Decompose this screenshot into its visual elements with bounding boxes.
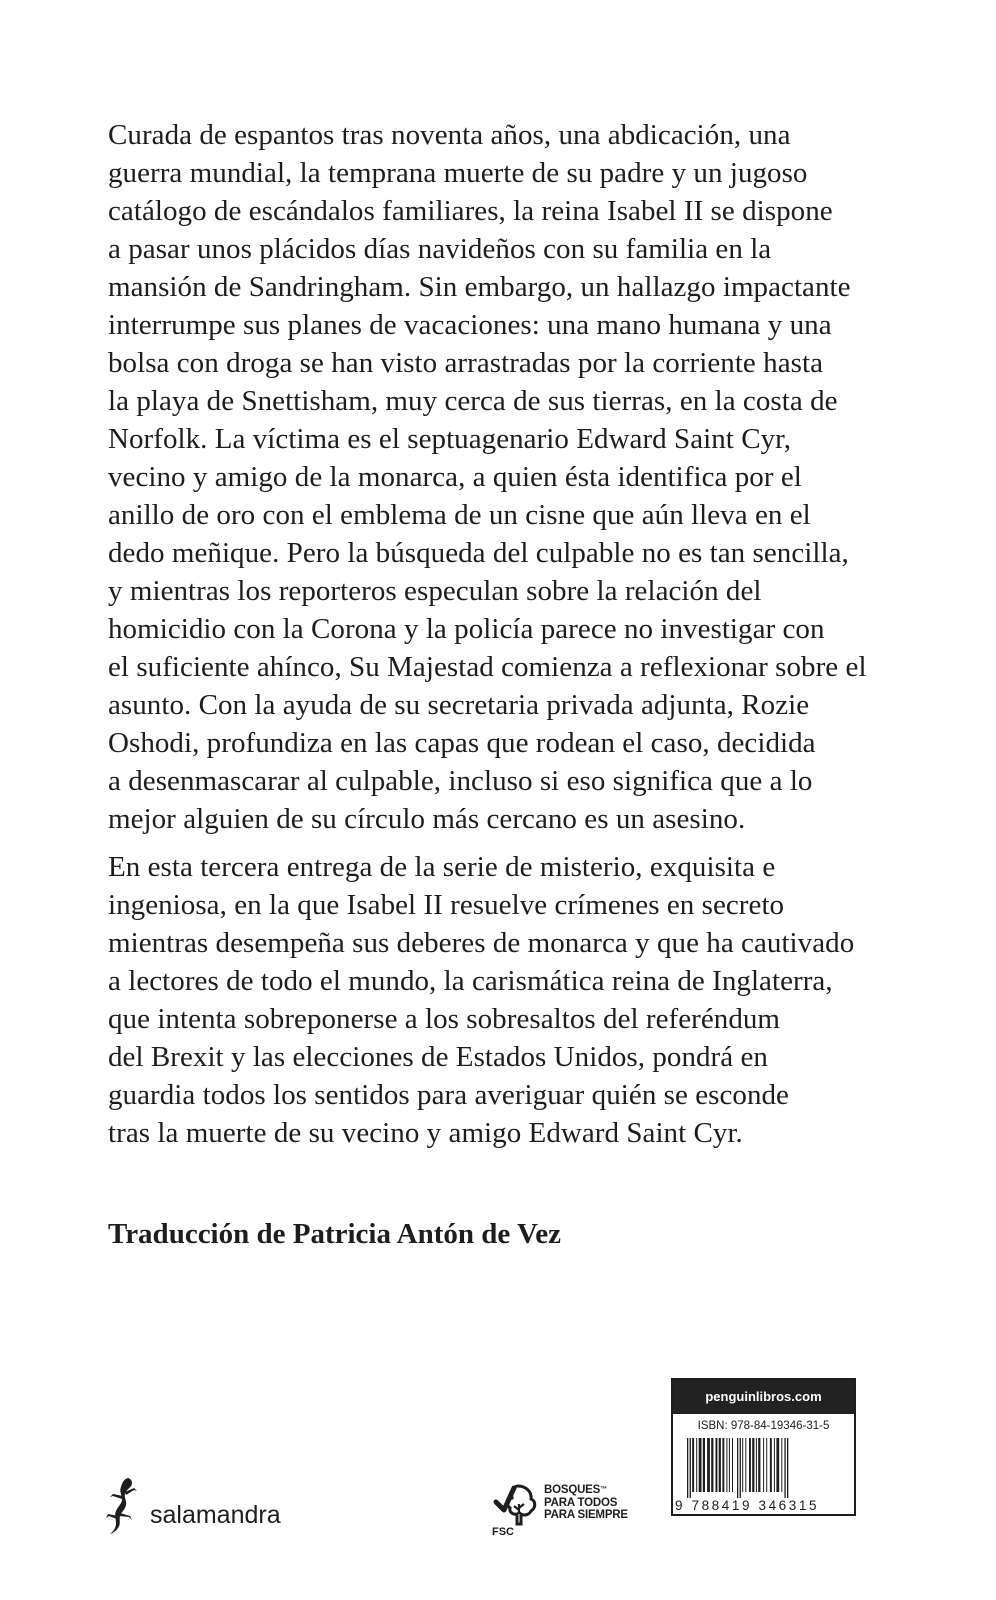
barcode-bar: [690, 1438, 691, 1498]
text-line: catálogo de escándalos familiares, la reina Isabel II se dispone: [108, 195, 833, 227]
barcode-box: [671, 1378, 856, 1516]
text-line: asunto. Con la ayuda de su secretaria privada adjunta, Rozie: [108, 689, 810, 721]
fsc-slogan-line: BOSQUES: [544, 1484, 601, 1496]
text-line: mientras desempeña sus deberes de monarca y que ha cautivado: [108, 927, 855, 959]
text-line: interrumpe sus planes de vacaciones: una mano humana y una: [108, 309, 832, 341]
publisher-name: salamandra: [150, 1500, 281, 1529]
fsc-logo: [492, 1480, 652, 1544]
barcode-bar: [732, 1438, 733, 1492]
text-line: En esta tercera entrega de la serie de misterio, exquisita e: [108, 851, 776, 883]
isbn-text: ISBN: 978-84-19346-31-5: [697, 1420, 830, 1432]
barcode-bar: [703, 1438, 705, 1492]
text-line: bolsa con droga se han visto arrastradas por la corriente hasta: [108, 347, 823, 379]
publisher-logo: [104, 1478, 281, 1538]
barcode-bar: [745, 1438, 746, 1492]
synopsis-paragraph-1: [108, 116, 888, 838]
barcode-bar: [699, 1438, 702, 1492]
barcode-bar: [692, 1438, 694, 1492]
text-line: mansión de Sandringham. Sin embargo, un hallazgo impactante: [108, 271, 851, 303]
trademark-symbol: ™: [600, 1486, 607, 1493]
publisher-website: penguinlibros.com: [673, 1380, 854, 1414]
barcode-bar: [726, 1438, 727, 1492]
translator-credit: Traducción de Patricia Antón de Vez: [108, 1218, 561, 1250]
text-line: homicidio con la Corona y la policía parece no investigar con: [108, 613, 825, 645]
fsc-tree-check-icon: [492, 1480, 538, 1531]
barcode-bar: [737, 1438, 738, 1498]
text-line: Curada de espantos tras noventa años, una abdicación, una: [108, 119, 791, 151]
barcode-icon: [681, 1438, 847, 1498]
barcode-bar: [784, 1438, 785, 1498]
barcode-bar: [740, 1438, 741, 1498]
barcode-bar: [707, 1438, 710, 1492]
barcode-bar: [716, 1438, 718, 1492]
text-line: ingeniosa, en la que Isabel II resuelve crímenes en secreto: [108, 889, 785, 921]
barcode-bar: [781, 1438, 782, 1492]
text-line: Norfolk. La víctima es el septuagenario Edward Saint Cyr,: [108, 423, 791, 455]
barcode-bar: [711, 1438, 713, 1492]
paragraph-spacer: [108, 838, 888, 848]
text-line: guardia todos los sentidos para averiguar quién se esconde: [108, 1079, 789, 1111]
barcode-bar: [787, 1438, 788, 1498]
text-line: del Brexit y las elecciones de Estados Unidos, pondrá en: [108, 1041, 768, 1073]
barcode-bar: [687, 1438, 688, 1498]
fsc-label: FSC: [492, 1526, 514, 1538]
barcode-bar: [696, 1438, 697, 1492]
text-line: anillo de oro con el emblema de un cisne que aún lleva en el: [108, 499, 811, 531]
barcode-bar: [776, 1438, 779, 1492]
barcode-bar: [742, 1438, 743, 1492]
barcode-bar: [749, 1438, 751, 1492]
barcode-bar: [766, 1438, 767, 1492]
text-line: el suficiente ahínco, Su Majestad comienza a reflexionar sobre el: [108, 651, 867, 683]
barcode-digits: 9 788419 346315: [675, 1498, 820, 1513]
barcode-bar: [770, 1438, 772, 1492]
barcode-bar: [729, 1438, 730, 1492]
text-line: mejor alguien de su círculo más cercano es un asesino.: [108, 803, 746, 835]
text-line: que intenta sobreponerse a los sobresaltos del referéndum: [108, 1003, 781, 1035]
text-line: dedo meñique. Pero la búsqueda del culpable no es tan sencilla,: [108, 537, 849, 569]
salamander-icon: [104, 1476, 144, 1541]
text-line: a lectores de todo el mundo, la carismática reina de Inglaterra,: [108, 965, 833, 997]
fsc-slogan-line: PARA SIEMPRE: [544, 1509, 628, 1521]
text-line: Oshodi, profundiza en las capas que rodean el caso, decidida: [108, 727, 816, 759]
barcode-bar: [763, 1438, 764, 1492]
text-line: y mientras los reporteros especulan sobre la relación del: [108, 575, 762, 607]
synopsis: [108, 116, 888, 1152]
barcode-bar: [722, 1438, 724, 1492]
fsc-slogan-line: PARA TODOS: [544, 1496, 618, 1509]
text-line: tras la muerte de su vecino y amigo Edward Saint Cyr.: [108, 1117, 743, 1149]
text-line: guerra mundial, la temprana muerte de su padre y un jugoso: [108, 157, 808, 189]
barcode-bar: [758, 1438, 760, 1492]
text-line: a pasar unos plácidos días navideños con su familia en la: [108, 233, 772, 265]
barcode-bar: [774, 1438, 775, 1492]
fsc-slogan: [544, 1484, 628, 1522]
text-line: la playa de Snettisham, muy cerca de sus tierras, en la costa de: [108, 385, 838, 417]
synopsis-paragraph-2: [108, 848, 888, 1152]
text-line: vecino y amigo de la monarca, a quien ésta identifica por el: [108, 461, 802, 493]
barcode-bar: [756, 1438, 757, 1492]
barcode-bar: [719, 1438, 721, 1492]
barcode-bar: [752, 1438, 754, 1492]
text-line: a desenmascarar al culpable, incluso si eso significa que a lo: [108, 765, 813, 797]
